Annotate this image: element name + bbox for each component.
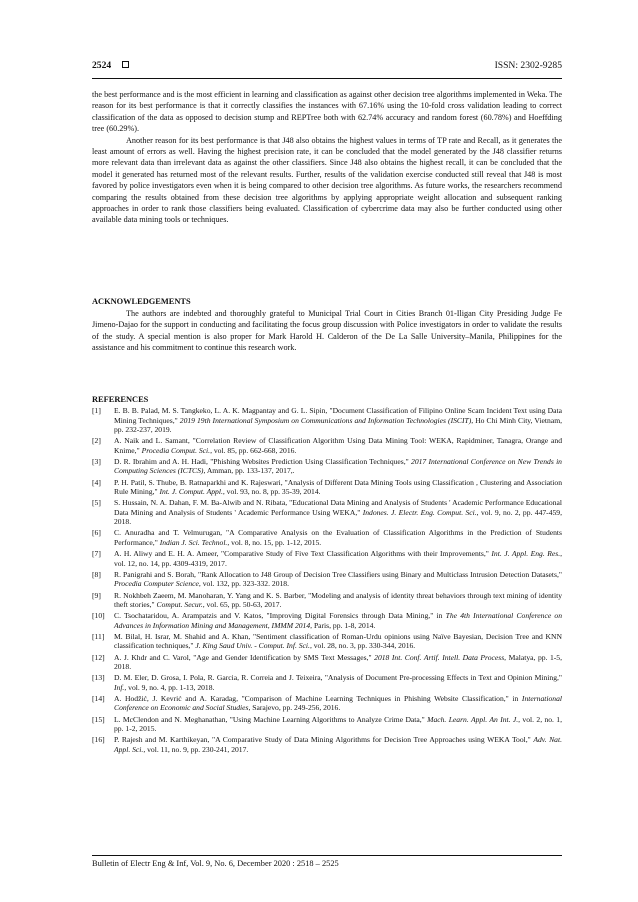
reference-number: [14] (92, 693, 105, 703)
reference-details: , vol. 9, no. 2, pp. 447-459, 2018. (114, 507, 562, 527)
references-list (92, 406, 562, 756)
reference-details: , vol. 65, pp. 50-63, 2017. (202, 600, 282, 609)
body-text (92, 89, 562, 226)
reference-item (92, 436, 562, 455)
reference-number: [16] (92, 735, 105, 745)
reference-authors-title: A. J. Khdr and C. Varol, "Age and Gender Identification by SMS Text Messages," (114, 652, 375, 662)
reference-number: [10] (92, 611, 105, 621)
reference-authors-title: R. Panigrahi and S. Borah, "Rank Allocation to J48 Group of Decision Tree Classifiers using Binary and Multiclass Intrusion Detection Datasets," (114, 569, 562, 579)
reference-authors-title: A. Hodžić, J. Kevrić and A. Karadag, "Comparison of Machine Learning Techniques in Phishing Website Classification," in (114, 693, 522, 703)
reference-venue: The 4th International Conference on Advances in Information Mining and Management, IMMM 2014 (114, 611, 563, 630)
reference-number: [7] (92, 549, 101, 559)
header-divider (92, 78, 562, 79)
reference-venue: Int. J. Comput. Appl. (159, 487, 223, 497)
reference-venue: Int. J. Appl. Eng. Res. (491, 549, 561, 559)
reference-number: [2] (92, 436, 101, 446)
reference-number: [12] (92, 652, 105, 662)
reference-number: [8] (92, 569, 101, 579)
reference-item (92, 735, 562, 754)
reference-authors-title: D. M. Eler, D. Grosa, I. Pola, R. Garcia, R. Correia and J. Teixeira, "Analysis of Document Pre-processing Effects in Text and Opinion Mining," (114, 673, 562, 683)
reference-authors-title: P. H. Patil, S. Thube, B. Ratnaparkhi and K. Rajeswari, "Analysis of Different Data Mining Tools using Classification , Clustering and Association Rule Mining," (114, 477, 562, 497)
reference-authors-title: P. Rajesh and M. Karthikeyan, "A Comparative Study of Data Mining Algorithms for Decision Tree Approaches using WEKA Tool," (114, 735, 534, 745)
reference-number: [4] (92, 477, 101, 487)
reference-venue: 2017 International Conference on New Trends in Computing Sciences (ICTCS) (114, 456, 562, 476)
reference-details: , Paris, pp. 1-8, 2014. (310, 620, 376, 630)
reference-item (92, 694, 562, 713)
reference-venue: Adv. Nat. Appl. Sci. (114, 735, 562, 754)
reference-venue: Indones. J. Electr. Eng. Comput. Sci. (362, 507, 477, 517)
reference-details: , vol. 2, no. 1, pp. 1-2, 2015. (114, 714, 562, 734)
reference-authors-title: R. Nokhbeh Zaeem, M. Manoharan, Y. Yang and K. S. Barber, "Modeling and analysis of identity threat behaviors through text mining of identity theft stories," (114, 590, 562, 609)
reference-details: , vol. 85, pp. 662-668, 2016. (210, 445, 297, 455)
reference-number: [9] (92, 590, 101, 600)
reference-details: , vol. 93, no. 8, pp. 35-39, 2014. (222, 487, 321, 497)
reference-venue: Mach. Learn. Appl. An Int. J. (427, 714, 519, 724)
reference-number: [11] (92, 631, 105, 641)
reference-authors-title: L. McClendon and N. Meghanathan, "Using Machine Learning Algorithms to Analyze Crime Data," (114, 714, 428, 724)
page-header (92, 60, 562, 74)
body-paragraph-2: Another reason for its best performance is that J48 also obtains the highest values in terms of TP rate and Recall, as it generates the least amount of errors as well. Having the highest precision rate, it can be concluded that the model generated by the J48 classifier returns more relevant data than irrelevant data as against the other classifiers. Since J48 also obtains the highest recall, it can be concluded that the model it generated has returned most of the relevant results. Further, results of the validation exercise conducted still reveal that J48 is most favored by police investigators even when it is being compared to other decision tree algorithms. As future works, the researchers recommend comparing the results obtained from these decision tree algorithms by applying appropriate weight allocation and subsequent ranking approaches in order to rank those classifiers being evaluated. Classification of cybercrime data may also be further conducted using other available data mining tools or techniques. (92, 135, 562, 225)
reference-item (92, 406, 562, 435)
reference-number: [15] (92, 714, 105, 724)
footer-divider (92, 855, 562, 856)
reference-item (92, 528, 562, 547)
reference-authors-title: S. Hussain, N. A. Dahan, F. M. Ba-Alwib and N. Ribata, "Educational Data Mining and Analysis of Students ' Academic Performance Educational Data Mining and Analysis of Students ' Academic Performance Using WEKA," (114, 498, 562, 517)
reference-venue: 2019 19th International Symposium on Communications and Information Technologies (ISCIT) (179, 415, 472, 425)
reference-number: [13] (92, 673, 105, 683)
reference-details: , Amman, pp. 133-137, 2017,. (203, 466, 295, 476)
reference-item (92, 498, 562, 527)
reference-details: , vol. 11, no. 9, pp. 230-241, 2017. (143, 744, 249, 754)
reference-details: , Malatya, pp. 1-5, 2018. (114, 652, 562, 672)
reference-venue: 2018 Int. Conf. Artif. Intell. Data Process (374, 652, 505, 662)
references-heading: REFERENCES (92, 395, 149, 404)
reference-item (92, 478, 562, 497)
reference-details: , vol. 28, no. 3, pp. 330-344, 2016. (309, 641, 416, 651)
reference-item (92, 715, 562, 734)
issn-label: ISSN: 2302-9285 (494, 60, 562, 71)
reference-authors-title: C. Tsochataridou, A. Arampatzis and V. Katos, "Improving Digital Forensics through Data Mining," in (114, 611, 446, 621)
acknowledgements-heading: ACKNOWLEDGEMENTS (92, 297, 191, 306)
reference-item (92, 570, 562, 589)
reference-details: , vol. 132, pp. 323-332. 2018. (198, 579, 289, 589)
reference-authors-title: A. H. Aliwy and E. H. A. Ameer, "Comparative Study of Five Text Classification Algorithms with their Improvements," (114, 549, 492, 559)
reference-number: [1] (92, 406, 101, 415)
reference-item (92, 591, 562, 610)
reference-authors-title: C. Anuradha and T. Velmurugan, "A Comparative Analysis on the Evaluation of Classification Algorithms in the Prediction of Students Performance," (114, 528, 562, 547)
reference-authors-title: E. B. B. Palad, M. S. Tangkeko, L. A. K. Magpantay and G. L. Sipin, "Document Classification of Filipino Online Scam Incident Text using Data Mining Techniques," (114, 406, 562, 425)
reference-details: , Sarajevo, pp. 249-256, 2016. (248, 703, 341, 713)
reference-item (92, 549, 562, 568)
reference-number: [6] (92, 528, 101, 538)
reference-item (92, 611, 562, 630)
reference-venue: Indian J. Sci. Technol. (159, 537, 228, 547)
reference-item (92, 653, 562, 672)
reference-details: , vol. 12, no. 14, pp. 4309-4319, 2017. (114, 549, 563, 568)
reference-venue: J. King Saud Univ. - Comput. Inf. Sci. (195, 641, 310, 651)
reference-authors-title: A. Naik and L. Samant, "Correlation Review of Classification Algorithm Using Data Mining Tool: WEKA, Rapidminer, Tanagra, Orange and Knime," (114, 436, 562, 455)
reference-item (92, 457, 562, 476)
body-paragraph-1: the best performance and is the most efficient in learning and classification as against other decision tree algorithms implemented in Weka. The reason for its best performance is that it correctly classifies the instances with 67.16% using the 10-fold cross validation leading to correct classification of the data as opposed to decision stump and REPTree both with 62.74% accuracy and random forest (60.78%) and Hoeffding tree (60.29%). (92, 90, 562, 134)
reference-authors-title: D. R. Ibrahim and A. H. Hadi, "Phishing Websites Prediction Using Classification Techniques," (114, 456, 412, 466)
reference-number: [5] (92, 498, 101, 508)
reference-details: , vol. 8, no. 15, pp. 1-12, 2015. (227, 537, 322, 547)
reference-item (92, 632, 562, 651)
reference-authors-title: M. Bilal, H. Israr, M. Shahid and A. Khan, "Sentiment classification of Roman-Urdu opinions using Naïve Bayesian, Decision Tree and KNN classification techniques," (114, 631, 562, 651)
header-square-icon (122, 61, 129, 68)
reference-item (92, 673, 562, 692)
reference-venue: International Conference on Economic and Social Studies (114, 693, 562, 713)
reference-venue: Inf. (114, 682, 125, 692)
page-number: 2524 (92, 60, 112, 71)
reference-venue: Comput. Secur. (156, 600, 203, 609)
reference-details: , vol. 9, no. 4, pp. 1-13, 2018. (124, 682, 215, 692)
reference-venue: Procedia Comput. Sci. (141, 445, 211, 455)
page-footer: Bulletin of Electr Eng & Inf, Vol. 9, No. 6, December 2020 : 2518 – 2525 (92, 859, 339, 868)
reference-venue: Procedia Computer Science (114, 579, 199, 589)
acknowledgements-text: The authors are indebted and thoroughly grateful to Municipal Trial Court in Cities Branch 01-Iligan City Presiding Judge Fe Jimeno-Dajao for the support in conducting and facilitating the focus group discussion with Police investigators in order to validate the results of the study. A special mention is also proper for Mark Harold H. Calderon of the De La Salle University–Manila, Philippines for the assistance and his commitment to continue this research work. (92, 309, 562, 353)
paper-page (92, 0, 562, 902)
reference-details: , Ho Chi Minh City, Vietnam, pp. 232-237, 2019. (114, 415, 563, 434)
reference-number: [3] (92, 456, 101, 466)
